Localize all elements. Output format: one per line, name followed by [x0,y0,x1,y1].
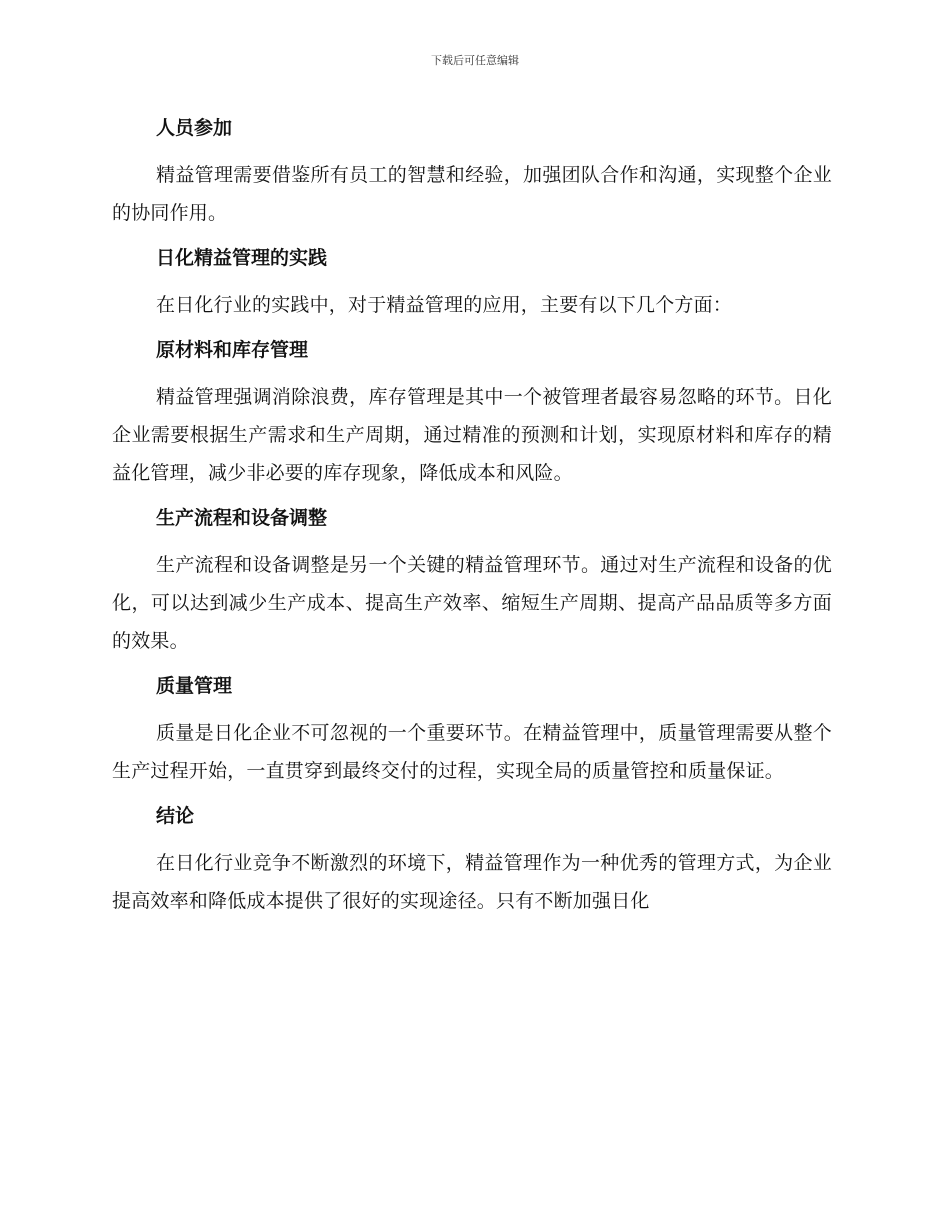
section-paragraph: 精益管理强调消除浪费，库存管理是其中一个被管理者最容易忽略的环节。日化企业需要根据生产需求和生产周期，通过精准的预测和计划，实现原材料和库存的精益化管理，减少非必要的库存现象，降低成本和风险。 [112,386,832,484]
page-header: 下载后可任意编辑 [431,54,519,67]
section-heading: 结论 [156,805,195,827]
section-paragraph: 在日化行业竞争不断激烈的环境下，精益管理作为一种优秀的管理方式，为企业提高效率和降低成本提供了很好的实现途径。只有不断加强日化 [112,852,832,912]
section-personnel [112,114,832,232]
section-paragraph: 在日化行业的实践中，对于精益管理的应用，主要有以下几个方面： [156,294,733,316]
section-production [112,504,832,660]
section-heading: 生产流程和设备调整 [156,507,328,529]
section-heading: 原材料和库存管理 [156,339,309,361]
section-paragraph: 精益管理需要借鉴所有员工的智慧和经验，加强团队合作和沟通，实现整个企业的协同作用。 [112,164,832,224]
section-heading: 人员参加 [156,117,233,139]
section-paragraph: 质量是日化企业不可忽视的一个重要环节。在精益管理中，质量管理需要从整个生产过程开始，一直贯穿到最终交付的过程，实现全局的质量管控和质量保证。 [112,722,832,782]
section-heading: 质量管理 [156,675,233,697]
section-heading: 日化精益管理的实践 [156,247,328,269]
section-inventory [112,336,832,492]
section-paragraph: 生产流程和设备调整是另一个关键的精益管理环节。通过对生产流程和设备的优化，可以达到减少生产成本、提高生产效率、缩短生产周期、提高产品品质等多方面的效果。 [112,554,832,652]
document-body [112,110,832,932]
section-quality [112,672,832,790]
section-conclusion [112,802,832,920]
section-practice [112,244,832,324]
